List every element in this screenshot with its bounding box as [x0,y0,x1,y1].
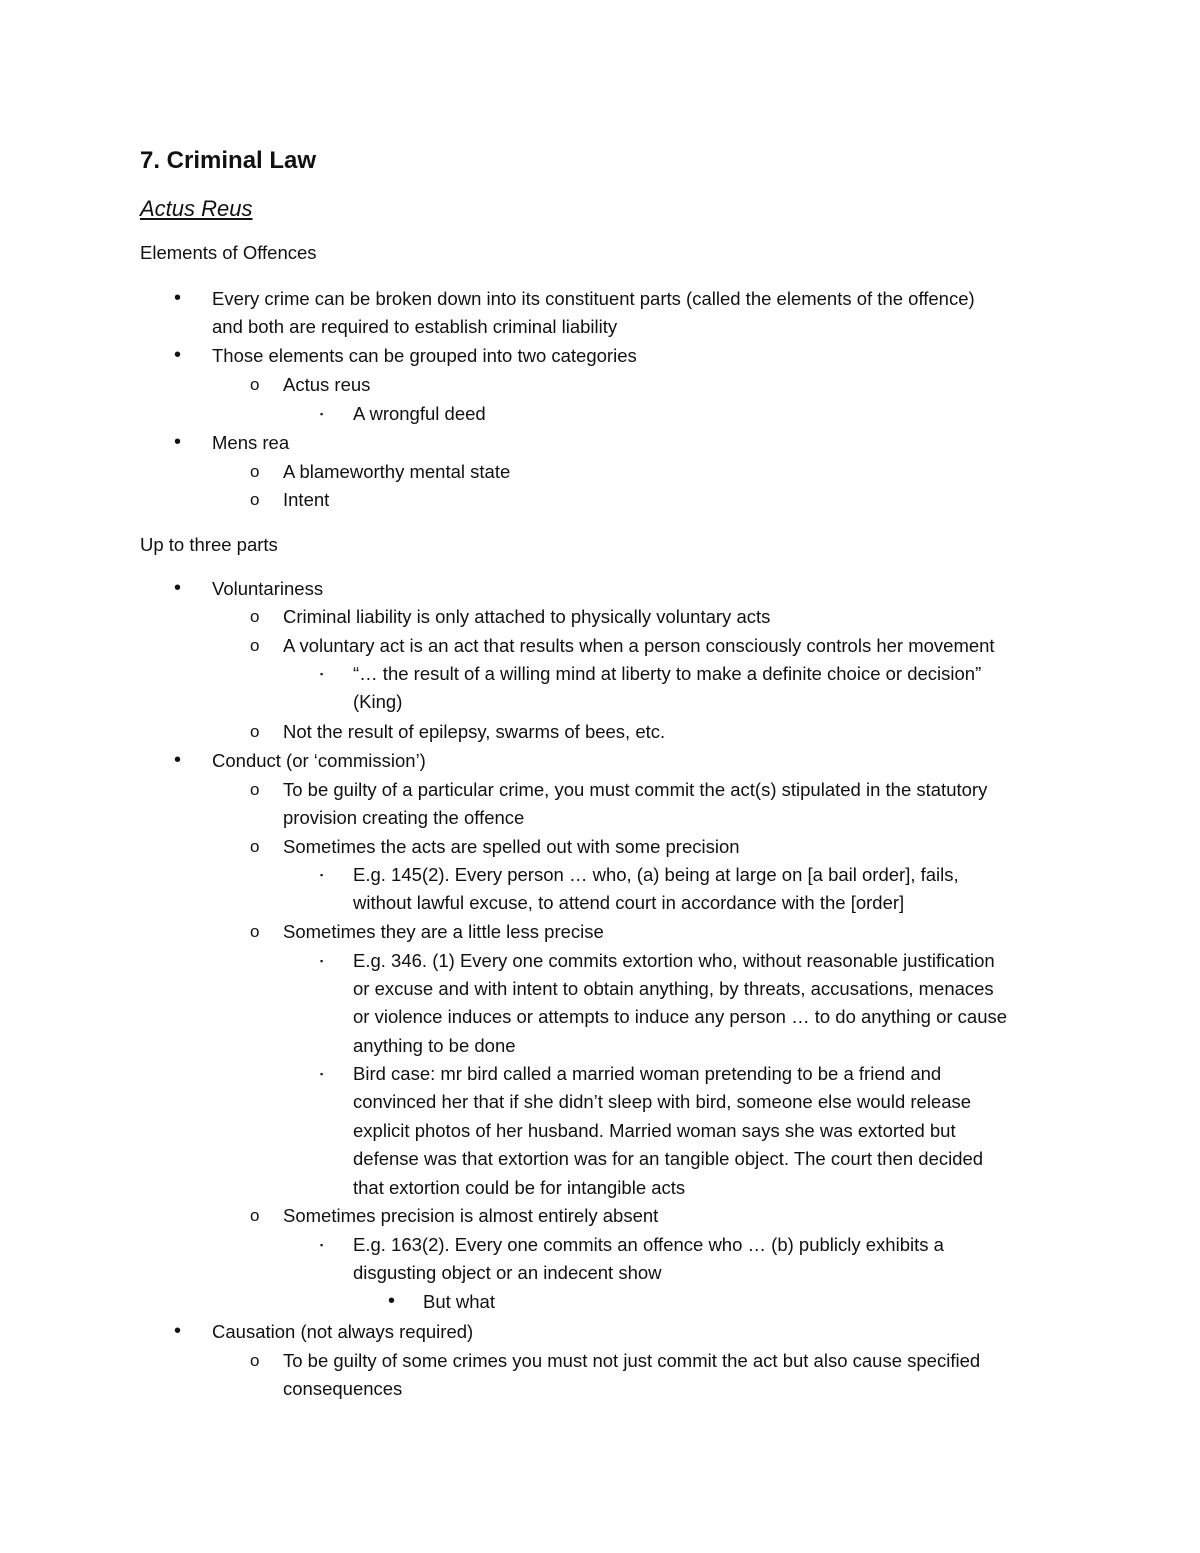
sub-bullet-marker: o [250,462,260,481]
list-item-continuation: disgusting object or an indecent show [353,1262,662,1283]
sub-bullet-marker: o [250,922,260,941]
list-item: E.g. 163(2). Every one commits an offence who … (b) publicly exhibits a [353,1234,944,1255]
bullet-marker: • [174,344,182,366]
sub-bullet-marker: o [250,636,260,655]
sub-bullet-marker: o [250,722,260,741]
bullet-marker: • [174,749,182,771]
list-item: Voluntariness [212,578,324,599]
list-item-continuation: consequences [283,1378,403,1399]
list-item-continuation: or excuse and with intent to obtain anything, by threats, accusations, menaces [353,978,994,999]
list-item-continuation: and both are required to establish criminal liability [212,316,618,337]
sub-bullet-marker: o [250,375,260,394]
sub-sub-bullet-marker: ▪ [320,1240,324,1250]
section-heading-parts: Up to three parts [140,534,278,555]
list-item: To be guilty of some crimes you must not just commit the act but also cause specified [283,1350,981,1371]
list-item-continuation: explicit photos of her husband. Married woman says she was extorted but [353,1120,956,1141]
document-title: 7. Criminal Law [140,147,317,174]
list-item: Intent [283,489,330,510]
sub-sub-bullet-marker: ▪ [320,409,324,419]
sub-bullet-marker: o [250,837,260,856]
list-item: Causation (not always required) [212,1321,474,1342]
list-item-continuation: (King) [353,691,403,712]
sub-bullet-marker: o [250,607,260,626]
list-item: Sometimes the acts are spelled out with some precision [283,836,740,857]
list-item: Conduct (or ‘commission’) [212,750,426,771]
list-item: E.g. 346. (1) Every one commits extortion who, without reasonable justification [353,950,995,971]
list-item: Sometimes they are a little less precise [283,921,604,942]
nested-bullet-marker: • [388,1290,396,1312]
list-item: Every crime can be broken down into its constituent parts (called the elements of the offence) [212,288,975,309]
list-item: But what [423,1291,495,1312]
sub-bullet-marker: o [250,780,260,799]
document-subtitle: Actus Reus [140,196,253,221]
sub-sub-bullet-marker: ▪ [320,669,324,679]
list-item: Criminal liability is only attached to physically voluntary acts [283,606,771,627]
sub-bullet-marker: o [250,490,260,509]
bullet-marker: • [174,431,182,453]
list-item: A voluntary act is an act that results when a person consciously controls her movement [283,635,995,656]
sub-bullet-marker: o [250,1351,260,1370]
sub-sub-bullet-marker: ▪ [320,956,324,966]
bullet-marker: • [174,1320,182,1342]
list-item-continuation: anything to be done [353,1035,516,1056]
list-item: Bird case: mr bird called a married woman pretending to be a friend and [353,1063,942,1084]
list-item: E.g. 145(2). Every person … who, (a) being at large on [a bail order], fails, [353,864,959,885]
list-item: Actus reus [283,374,371,395]
list-item: “… the result of a willing mind at liberty to make a definite choice or decision” [353,663,982,684]
list-item: To be guilty of a particular crime, you must commit the act(s) stipulated in the statutory [283,779,988,800]
list-item-continuation: provision creating the offence [283,807,525,828]
sub-sub-bullet-marker: ▪ [320,1069,324,1079]
list-item: Mens rea [212,432,290,453]
sub-bullet-marker: o [250,1206,260,1225]
section-heading-elements: Elements of Offences [140,242,317,263]
list-item: A blameworthy mental state [283,461,511,482]
list-item-continuation: without lawful excuse, to attend court in accordance with the [order] [353,892,905,913]
list-item: Not the result of epilepsy, swarms of bees, etc. [283,721,666,742]
list-item-continuation: convinced her that if she didn’t sleep with bird, someone else would release [353,1091,972,1112]
list-item: Those elements can be grouped into two categories [212,345,637,366]
list-item-continuation: defense was that extortion was for an tangible object. The court then decided [353,1148,984,1169]
list-item: Sometimes precision is almost entirely absent [283,1205,659,1226]
list-item-continuation: or violence induces or attempts to induce any person … to do anything or cause [353,1006,1008,1027]
sub-sub-bullet-marker: ▪ [320,870,324,880]
bullet-marker: • [174,287,182,309]
list-item-continuation: that extortion could be for intangible acts [353,1177,686,1198]
list-item: A wrongful deed [353,403,486,424]
bullet-marker: • [174,577,182,599]
